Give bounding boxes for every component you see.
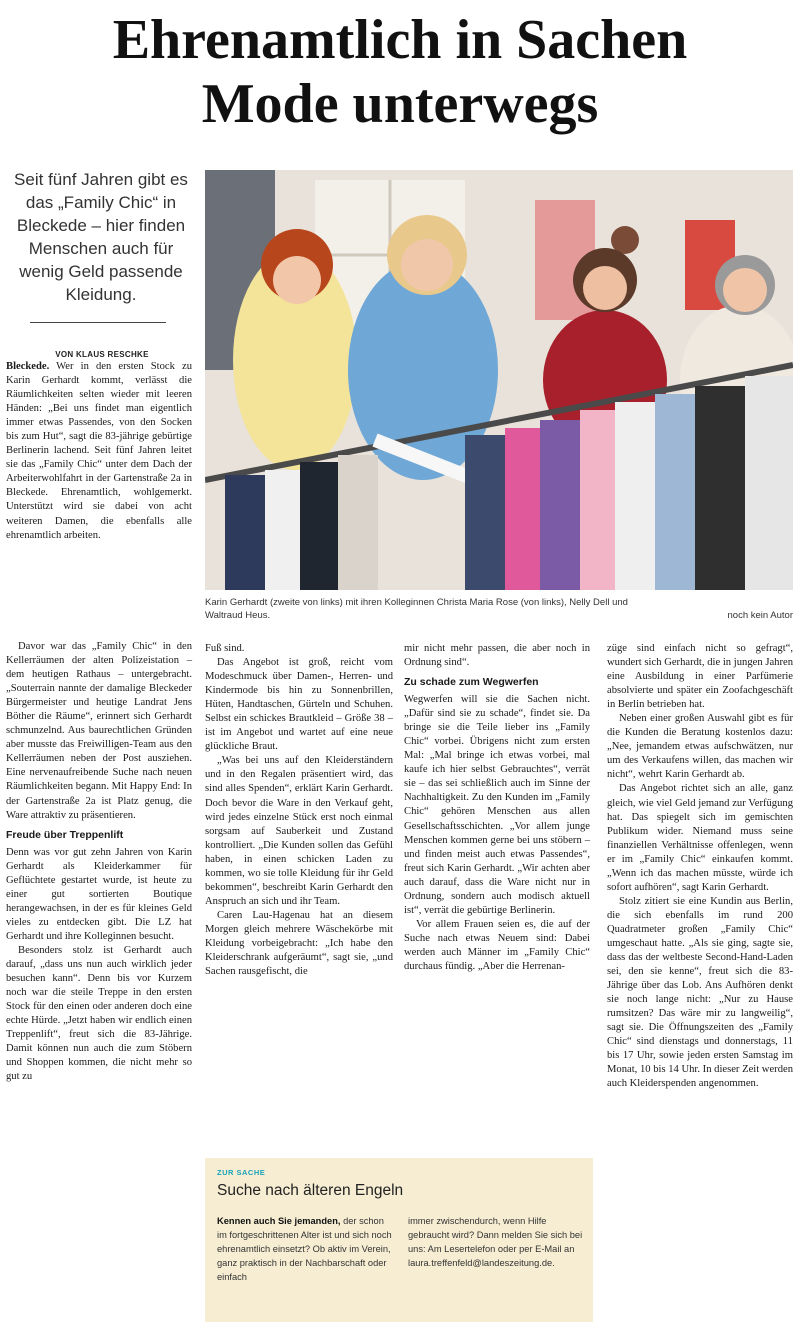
photo-caption bbox=[205, 596, 793, 622]
article-column-1-bottom bbox=[6, 640, 192, 1084]
info-box-column-1 bbox=[217, 1214, 395, 1284]
subheading: Freude über Treppenlift bbox=[6, 828, 124, 841]
article-photo bbox=[205, 170, 793, 590]
paragraph: mir nicht mehr passen, die aber noch in Ordnung sind“. bbox=[404, 643, 590, 669]
article-column-4 bbox=[607, 642, 793, 1092]
lead-divider bbox=[30, 322, 166, 323]
subheading: Zu schade zum Wegwerfen bbox=[404, 676, 539, 689]
headline-line-2: Mode unterwegs bbox=[201, 73, 599, 135]
paragraph: Wer in den ersten Stock zu Karin Gerhardt kommt, verlässt die Räumlichkeiten selten wieder mit leeren Händen: „Bei uns findet man eigentlich immer etwas Passendes, von den Socken bis zum Hut“, sagt die 83-jährige gebürtige Berlinerin lachend. Seit fünf Jahren leitet sie das „Family Chic“ unter dem Dach der Arbeiterwohlfahrt in der Gartenstraße 2a in Bleckede. Ehrenamtlich, wohlgemerkt. Unterstützt wird sie dabei von acht weiteren Damen, die ebenfalls alle ehrenamtlich arbeiten. bbox=[6, 361, 192, 541]
paragraph: Neben einer großen Auswahl gibt es für die Kunden die Beratung kostenlos dazu: „Nee, jemandem etwas aufschwätzen, nur um des Verkaufens willen, das machen wir nicht“, wehrt Karin Gerhardt ab. bbox=[607, 713, 793, 781]
paragraph: züge sind einfach nicht so gefragt“, wundert sich Gerhardt, die in jungen Jahren eine Ausbildung in einer Parfümerie absolvierte und später ein Zoofachgeschäft in Berlin betrieben hat. bbox=[607, 643, 793, 711]
paragraph: Denn was vor gut zehn Jahren von Karin Gerhardt als Kleiderkammer für Geflüchtete gestartet wurde, ist heute zu einer gut sortierten Boutique herangewachsen, in der es für kleines Geld vieles zu entdecken gibt. Die LZ hat Gerhardt und ihre Kolleginnen besucht. bbox=[6, 846, 192, 942]
article-column-2 bbox=[205, 642, 393, 979]
paragraph: Caren Lau-Hagenau hat an diesem Morgen gleich mehrere Wäschekörbe mit Kleidung vorbeigebracht: „Ich habe den Kleiderschrank aufgeräumt“, sagt sie, „und Sachen rausgefischt, die bbox=[205, 909, 393, 978]
info-box-kicker: ZUR SACHE bbox=[217, 1168, 266, 1177]
article-column-1-top bbox=[6, 360, 192, 543]
caption-line-1: Karin Gerhardt (zweite von links) mit ihren Kolleginnen Christa Maria Rose (von links), Nelly Dell und bbox=[205, 597, 628, 608]
photo-credit: noch kein Autor bbox=[727, 610, 793, 621]
info-box-text: der schon im fortgeschrittenen Alter ist und sich noch ehrenamtlich einsetzt? Ob aktiv im Verein, ganz praktisch in der Nachbarschaft oder einfach bbox=[217, 1216, 392, 1282]
paragraph: Stolz zitiert sie eine Kundin aus Berlin, die sich ebenfalls im rund 200 Quadratmeter großen „Family Chic“ umgeschaut hatte. „Als sie ging, sagte sie, dass das der weltbeste Second-Hand-Laden sei, den sie kenne“, freut sich die 83-Jährige über das Lob. Ans Aufhören denkt sie noch lange nicht: „Nur zu Hause rumsitzen? Das wäre mir zu langweilig“, sagt sie. Die Öffnungszeiten des „Family Chic“ sind dienstags und donnerstags, 11 bis 17 Uhr, sowie jeden ersten Samstag im Monat, 10 bis 14 Uhr. In dieser Zeit werden auch Kleiderspenden angenommen. bbox=[607, 895, 793, 1090]
paragraph: Wegwerfen will sie die Sachen nicht. „Dafür sind sie zu schade“, findet sie. Da bringe sie die Teile lieber ins „Family Chic“ vorbei. Übrigens nicht zum ersten Mal: „Mal bringe ich etwas vorbei, mal kaufe ich hier selbst Gebrauchtes“, verrät sie – das sei schließlich auch im Sinne der Nachhaltigkeit. Zu den Kunden im „Family Chic“ gehören Menschen aus allen Gesellschaftsschichten. „Vor allem junge Menschen kommen gerne bei uns stöbern – und finden meist auch etwas Passendes“, freut sich Karin Gerhardt. „Wir achten aber auch darauf, dass die Ware nicht nur in Ordnung, sondern auch modisch aktuell ist“, verrät die gebürtige Berlinerin. bbox=[404, 694, 590, 916]
photo-illustration bbox=[205, 170, 793, 590]
paragraph: Das Angebot richtet sich an alle, ganz gleich, wie viel Geld jemand zur Verfügung hat. Das spiegelt sich im gemischten Publikum wider. Niemand muss seine finanziellen Verhältnisse offenlegen, wenn er im „Family Chic“ einkaufen kommt. „Wenn ich das machen müsste, würde ich sofort aufhören“, sagt Karin Gerhardt. bbox=[607, 783, 793, 893]
paragraph: „Was bei uns auf den Kleiderständern und in den Regalen präsentiert wird, das sind alles Spenden“, erklärt Karin Gerhardt. Doch bevor die Ware in den Verkauf geht, wird jedes einzelne Stück erst noch einmal sorgsam auf Sauberkeit und Zustand kontrolliert. „Die Kunden sollen das Gefühl haben, in einen schicken Laden zu kommen, wo sie tolle Kleidung für ihr Geld bekommen“, beschreibt Karin Gerhardt den Anspruch an sich und ihr Team. bbox=[205, 755, 393, 907]
paragraph: Fuß sind. bbox=[205, 643, 245, 654]
headline-line-1: Ehrenamtlich in Sachen bbox=[112, 9, 688, 71]
info-box-title: Suche nach älteren Engeln bbox=[217, 1182, 404, 1199]
paragraph: Das Angebot ist groß, reicht vom Modeschmuck über Damen-, Herren- und Kindermode bis hin zu Sonnenbrillen, Hüten, Handtaschen, Gürteln und Schuhen. Selbst ein schickes Brautkleid – Größe 38 – ist im Angebot und wartet auf eine neue glückliche Braut. bbox=[205, 657, 393, 753]
paragraph: Davor war das „Family Chic“ in den Kellerräumen der alten Polizeistation – dem heutigen Rathaus – untergebracht. „Souterrain nannte der damalige Bleckeder Bürgermeister und heutige Landrat Jens Böther die Räume“, erinnert sich Gerhardt schmunzelnd. Aus baurechtlichen Gründen aber musste das Freiwilligen-Team aus den Kellerräumen neben der Post ausziehen. Eine nervenaufreibende Suche nach neuen Räumlichkeiten begann. Mit Happy End: In der Gartenstraße 2a ist Platz genug, die Ware attraktiv zu präsentieren. bbox=[6, 641, 192, 821]
dateline-location: Bleckede. bbox=[6, 361, 50, 372]
article-headline bbox=[0, 8, 800, 136]
article-lead: Seit fünf Jahren gibt es das „Family Chic“ in Bleckede – hier finden Menschen auch für wenig Geld passende Kleidung. bbox=[14, 170, 188, 304]
paragraph: Vor allem Frauen seien es, die auf der Suche nach etwas Neuem sind: Dabei werden auch Männer im „Family Chic“ durchaus fündig. „Aber die Herrenan- bbox=[404, 918, 590, 972]
paragraph: Besonders stolz ist Gerhardt auch darauf, „dass uns nun auch wirklich jeder besuchen kann“. Denn bis vor Kurzem noch war die steile Treppe in den ersten Stock für den einen oder anderen doch eine echte Hürde. „Jetzt haben wir endlich einen Treppenlift“, freut sich die 83-Jährige. Damit können nun auch die zum Stöbern und Shoppen kommen, die nicht mehr so gut zu bbox=[6, 944, 192, 1083]
author-byline: VON KLAUS RESCHKE bbox=[55, 350, 149, 359]
caption-line-2: Waltraud Heus. bbox=[205, 610, 271, 621]
info-box-column-2: immer zwischendurch, wenn Hilfe gebraucht wird? Dann melden Sie sich bei uns: Am Lesertelefon oder per E-Mail an laura.treffenfeld@landeszeitung.de. bbox=[408, 1216, 583, 1268]
info-box-lead: Kennen auch Sie jemanden, bbox=[217, 1216, 341, 1226]
info-box bbox=[205, 1158, 593, 1322]
article-column-3 bbox=[404, 642, 590, 974]
